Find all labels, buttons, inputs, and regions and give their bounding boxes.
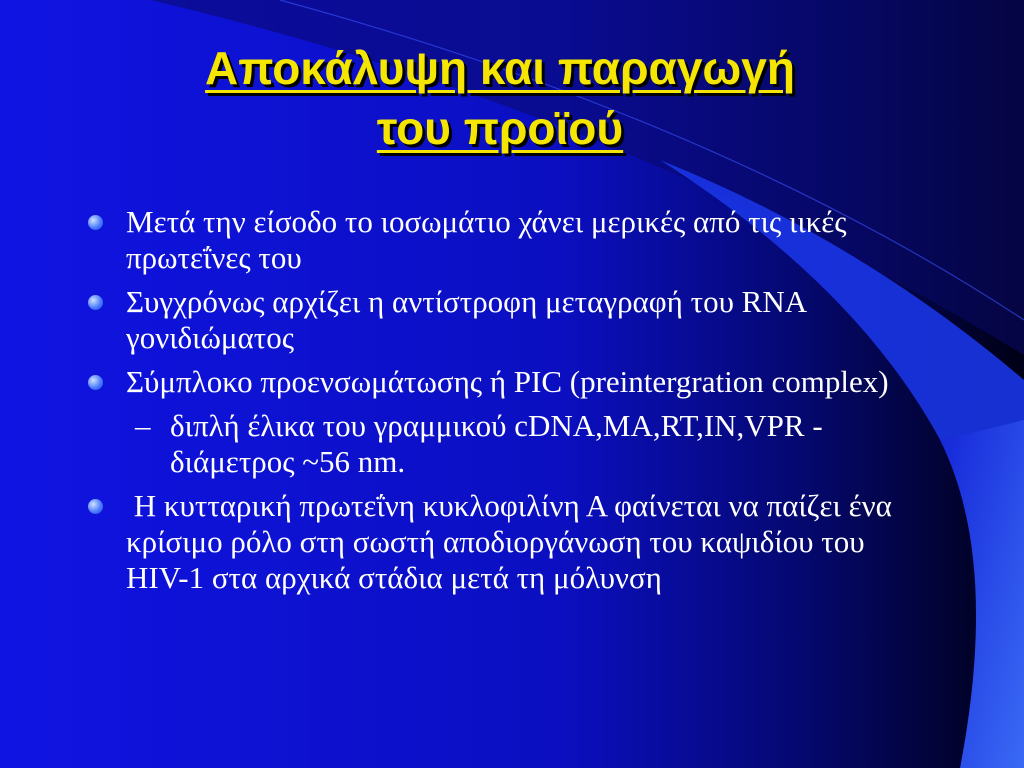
sub-bullet-text: διπλή έλικα του γραμμικού cDNA,MA,RT,IN,VPR - διάμετρος ~56 nm. (170, 408, 823, 479)
sub-bullet-item (88, 408, 928, 480)
bullet-text: Η κυτταρική πρωτεΐνη κυκλοφιλίνη Α φαίνεται να παίζει ένα κρίσιμο ρόλο στη σωστή αποδιοργάνωση του καψιδίου του HIV-1 στα αρχικά στάδια μετά τη μόλυνση (126, 488, 900, 595)
bullet-dot-icon (88, 295, 103, 310)
bullet-dot-icon (88, 375, 103, 390)
bullet-item (88, 284, 928, 356)
slide-title-line-2: του προϊού (376, 102, 624, 154)
bullet-text: Συγχρόνως αρχίζει η αντίστροφη μεταγραφή του RNA γονιδιώματος (126, 284, 806, 355)
slide-content (88, 204, 928, 604)
bullet-item (88, 488, 928, 596)
sub-bullet-dash: – (135, 408, 151, 443)
slide-title-line-1: Αποκάλυψη και παραγωγή (205, 42, 795, 94)
bullet-dot-icon (88, 499, 103, 514)
bullet-text: Σύμπλοκο προενσωμάτωσης ή PIC (preintergration complex) (126, 364, 889, 399)
slide-title (60, 38, 940, 158)
bullet-item (88, 364, 928, 400)
bullet-text: Μετά την είσοδο το ιοσωμάτιο χάνει μερικές από τις ιικές πρωτεΐνες του (126, 204, 847, 275)
bullet-dot-icon (88, 215, 103, 230)
bullet-item (88, 204, 928, 276)
